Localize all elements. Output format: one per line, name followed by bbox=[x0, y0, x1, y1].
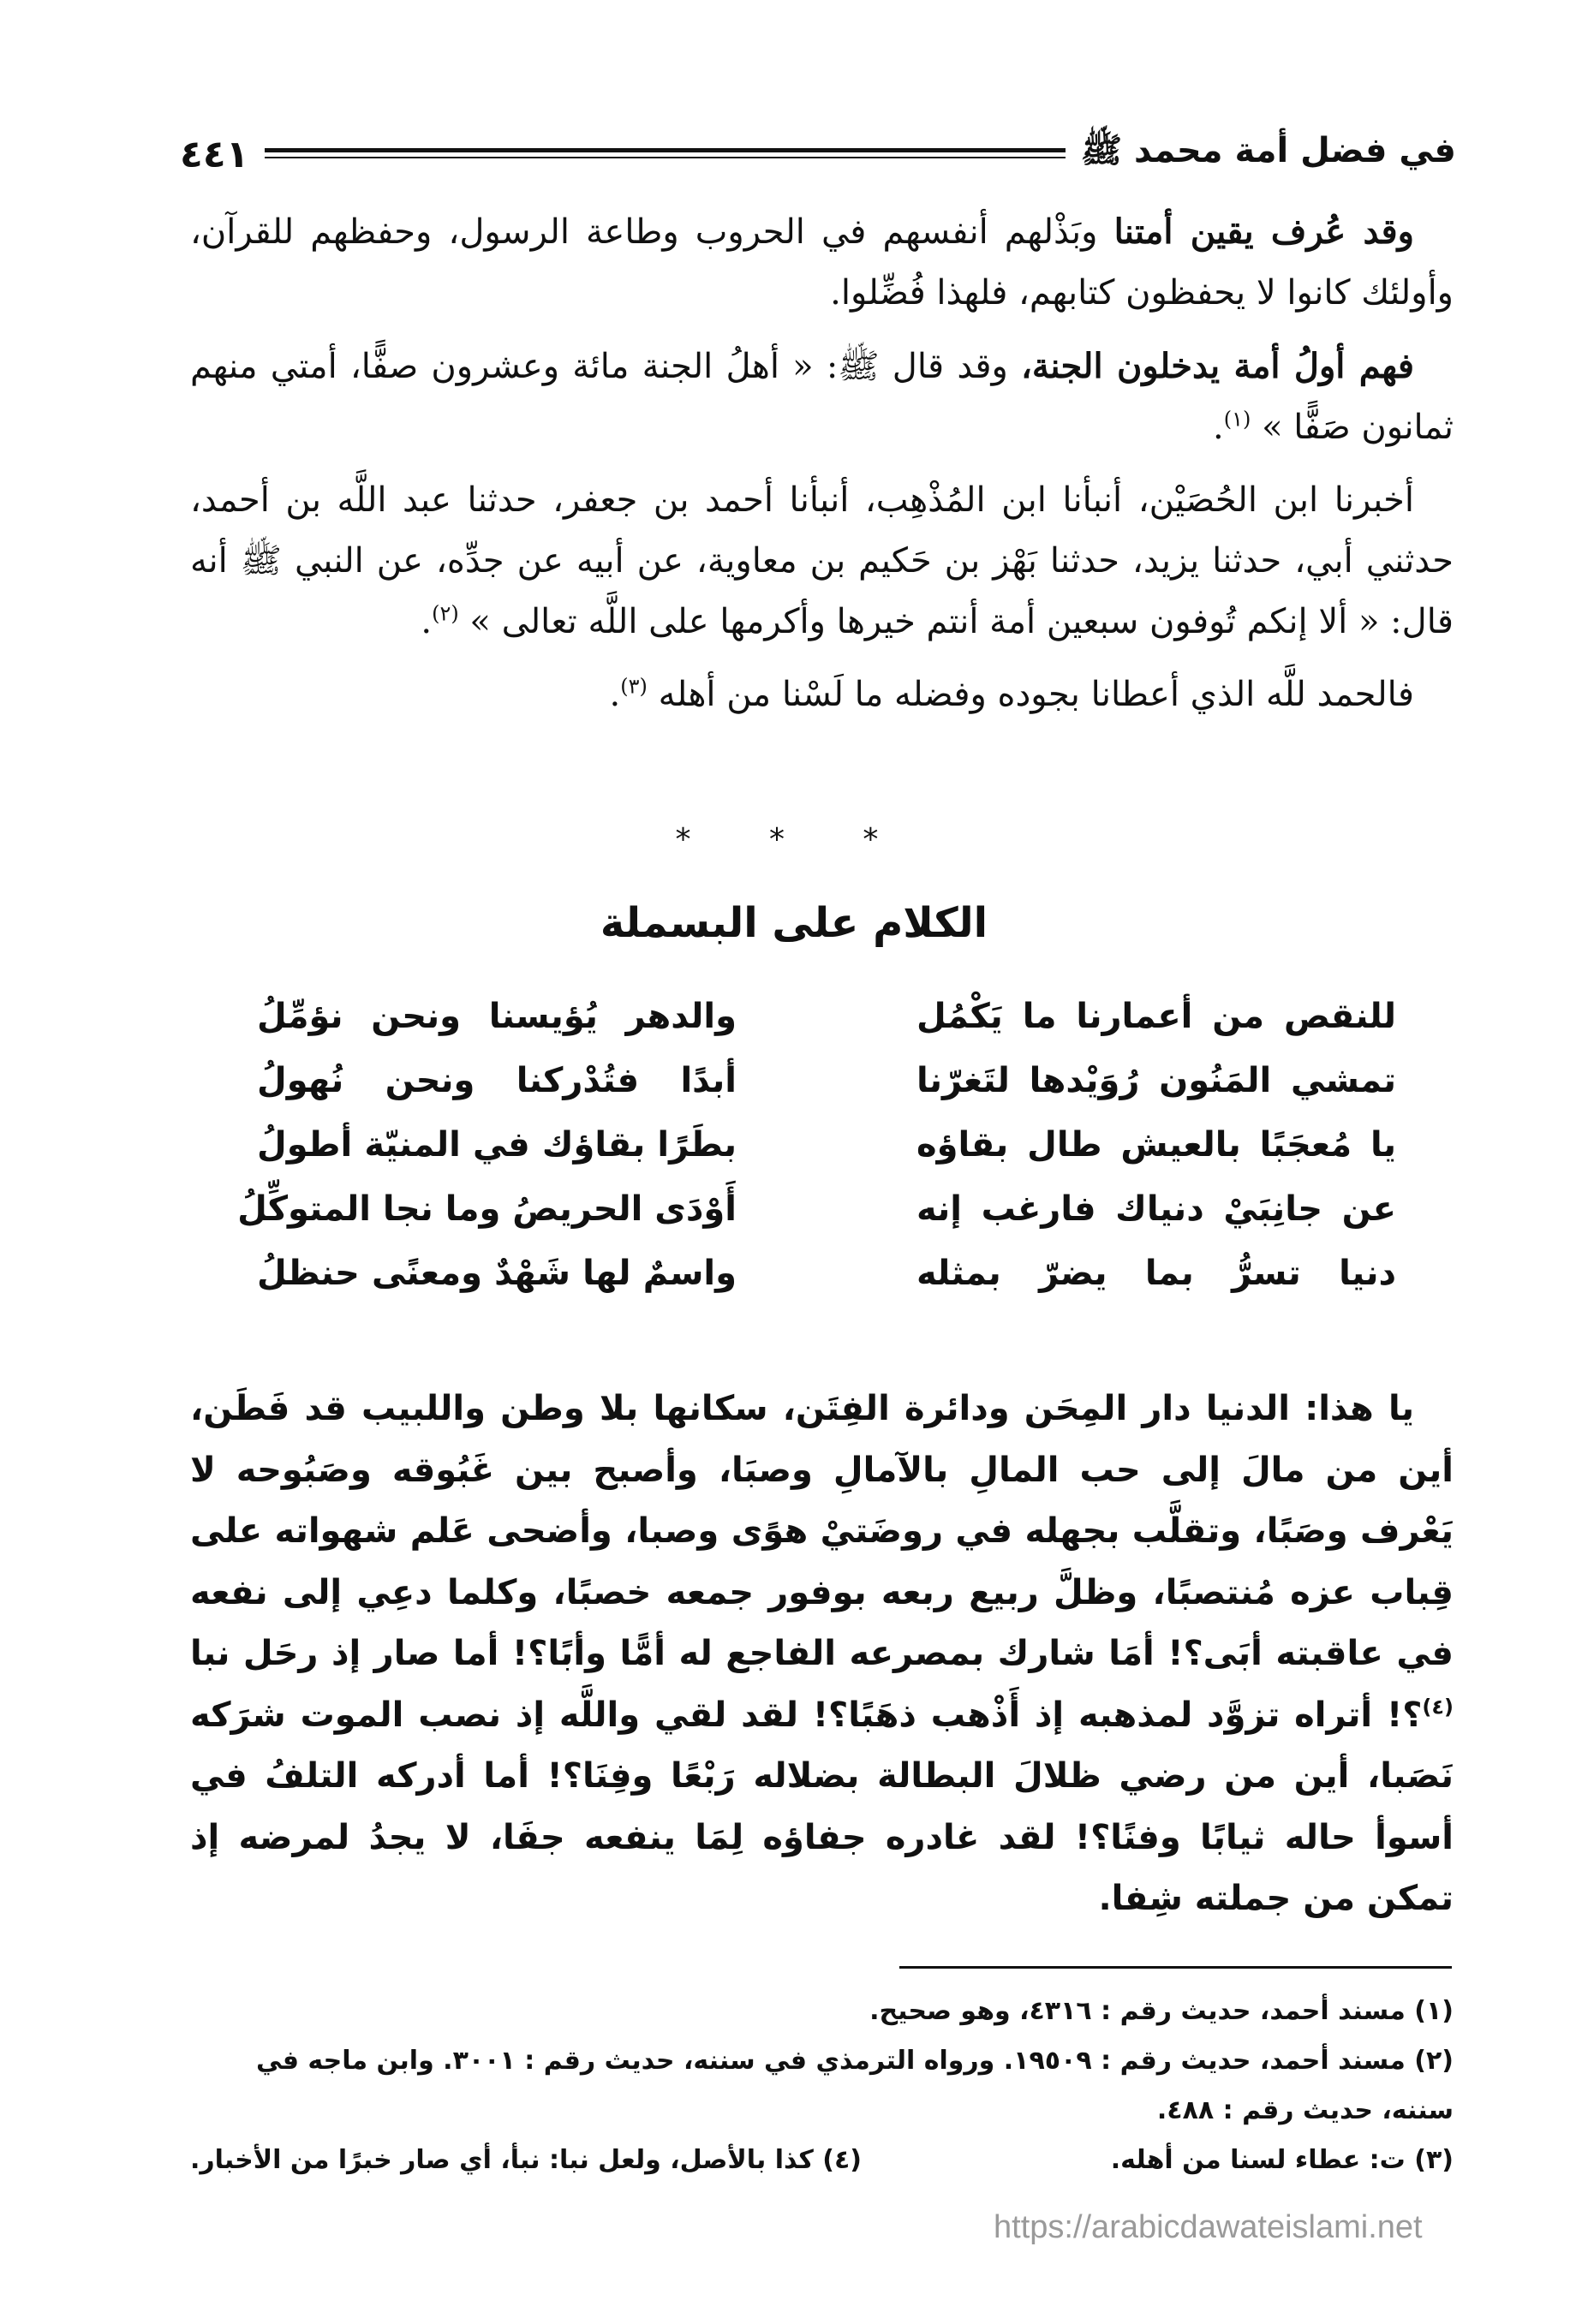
hemistich-first: للنقص من أعمارنا ما يَكْمُل bbox=[916, 997, 1396, 1036]
paragraph-text: فالحمد للَّه الذي أعطانا بجوده وفضله ما لَسْنا من أهله bbox=[658, 675, 1414, 714]
closing-paragraph bbox=[190, 1379, 1454, 1930]
footnote-ref[interactable]: (١) bbox=[1223, 407, 1251, 432]
poem-verse bbox=[257, 1242, 1396, 1306]
paragraph-end: . bbox=[1213, 408, 1224, 447]
poem-verse bbox=[257, 985, 1396, 1049]
paragraph bbox=[190, 470, 1454, 653]
poem-verse bbox=[257, 1049, 1396, 1113]
paragraph-text: أخبرنا ابن الحُصَيْن، أنبأنا ابن المُذْهِب، أنبأنا أحمد بن جعفر، حدثنا عبد اللَّه بن أحمد، حدثني أبي، حدثنا يزيد، حدثنا بَهْز بن حَكيم بن معاوية، عن أبيه عن جدِّه، عن النبي ﷺ أنه قال: « ألا إنكم تُوفون سبعين أمة أنتم خيرها وأكرمها على اللَّه تعالى » bbox=[190, 480, 1454, 641]
poem-verse bbox=[257, 1113, 1396, 1177]
hemistich-first: دنيا تسرُّ بما يضرّ بمثله bbox=[916, 1254, 1396, 1293]
hemistich-first: يا مُعجَبًا بالعيش طال بقاؤه bbox=[916, 1125, 1396, 1165]
hemistich-second: والدهر يُؤيسنا ونحن نؤمِّلُ bbox=[257, 997, 737, 1036]
paragraph-text: وبَذْلهم أنفسهم في الحروب وطاعة الرسول، وحفظهم للقرآن، وأولئك كانوا لا يحفظون كتابهم، فلهذا فُضِّلوا. bbox=[190, 212, 1454, 313]
paragraph bbox=[190, 664, 1454, 725]
footnote-text: كذا بالأصل، ولعل نبا: نبأ، أي صار خبرًا من الأخبار. bbox=[190, 2145, 814, 2175]
hemistich-first: تمشي المَنُون رُوَيْدها لتَغرّنا bbox=[916, 1061, 1396, 1100]
hemistich-second: بطَرًا بقاؤك في المنيّة أطولُ bbox=[257, 1125, 737, 1165]
header-double-rule bbox=[265, 148, 1066, 160]
footnote-label: (٣) bbox=[1414, 2145, 1454, 2175]
paragraph-text: وقد قال ﷺ: « أهلُ الجنة مائة وعشرون صفًّا، أمتي منهم ثمانون صَفًّا » bbox=[190, 347, 1454, 447]
footnote-ref[interactable]: (٣) bbox=[620, 674, 648, 699]
footnote-label: (١) bbox=[1414, 1996, 1454, 2026]
hemistich-second: واسمٌ لها شَهْدٌ ومعنًى حنظلُ bbox=[257, 1254, 737, 1293]
poem bbox=[237, 985, 1396, 1306]
footnote-label: (٤) bbox=[822, 2145, 862, 2175]
footnote-item bbox=[190, 2036, 1454, 2136]
footnote-text: مسند أحمد، حديث رقم : ١٩٥٠٩. ورواه الترمذي في سننه، حديث رقم : ٣٠٠١. وابن ماجه في سننه، حديث رقم : ٤٨٨. bbox=[255, 2046, 1454, 2125]
footnotes bbox=[190, 1987, 1454, 2185]
footnote-ref[interactable]: (٤) bbox=[1422, 1695, 1454, 1719]
paragraph-lead: فهم أولُ أمة يدخلون الجنة، bbox=[1021, 346, 1414, 386]
footnote-rule bbox=[899, 1966, 1452, 1969]
body-text bbox=[190, 201, 1454, 737]
paragraph-text: ؟! أتراه تزوَّد لمذهبه إذ أَذْهب ذهَبًا؟! لقد لقي واللَّه إذ نصب الموت شرَكه نَصَبا، أين من رضي ظلالَ البطالة بضلاله رَبْعًا وفِنَا؟! أما أدركه التلفُ في أسوأ حاله ثيابًا وفنًا؟! لقد غادره جفاؤه لِمَا ينفعه جفَا، لا يجدُ لمرضه إذ تمكن من جملته شِفا. bbox=[190, 1695, 1454, 1918]
section-separator: * * * bbox=[675, 822, 913, 857]
paragraph-lead: وقد عُرف يقين أمتنا bbox=[1113, 212, 1414, 252]
paragraph bbox=[190, 201, 1454, 324]
page-number: ٤٤١ bbox=[180, 132, 249, 176]
page-header bbox=[180, 128, 1456, 180]
paragraph bbox=[190, 336, 1454, 458]
footnote-row bbox=[190, 2136, 1454, 2185]
footnote-ref[interactable]: (٢) bbox=[432, 601, 459, 626]
section-title: الكلام على البسملة bbox=[600, 899, 988, 947]
hemistich-first: عن جانِبَيْ دنياك فارغب إنه bbox=[916, 1189, 1396, 1229]
paragraph-end: . bbox=[609, 675, 621, 714]
hemistich-second: أبدًا فتُدْركنا ونحن نُهولُ bbox=[257, 1061, 737, 1100]
footnote-label: (٢) bbox=[1414, 2046, 1454, 2076]
hemistich-second: أَوْدَى الحريصُ وما نجا المتوكِّلُ bbox=[237, 1189, 737, 1229]
paragraph-text: يا هذا: الدنيا دار المِحَن ودائرة الفِتَن، سكانها بلا وطن واللبيب قد فَطَن، أين من مالَ إلى حب المالِ بالآمالِ وصبَا، وأصبح بين غَبُوقه وصَبُوحه لا يَعْرف وصَبًا، وتقلَّب بجهله في روضَتيْ هوًى وصبا، وأضحى عَلم شهواته على قِباب عزه مُنتصبًا، وظلَّ ربيع ربعه بوفور جمعه خصبًا، وكلما دعِي إلى نفعه في عاقبته أبَى؟! أمَا شارك بمصرعه الفاجع له أمًّا وأبًا؟! أما صار إذ رحَل نبا bbox=[190, 1389, 1454, 1673]
watermark-url: https://arabicdawateislami.net bbox=[994, 2209, 1423, 2245]
paragraph-end: . bbox=[421, 602, 433, 641]
footnote-item bbox=[190, 2136, 862, 2185]
footnote-item bbox=[1111, 2136, 1454, 2185]
footnote-text: ت: عطاء لسنا من أهله. bbox=[1110, 2145, 1406, 2175]
running-title: في فضل أمة محمد ﷺ bbox=[1080, 131, 1456, 170]
footnote-item bbox=[190, 1987, 1454, 2036]
footnote-text: مسند أحمد، حديث رقم : ٤٣١٦، وهو صحيح. bbox=[869, 1996, 1406, 2026]
poem-verse bbox=[237, 1177, 1396, 1242]
